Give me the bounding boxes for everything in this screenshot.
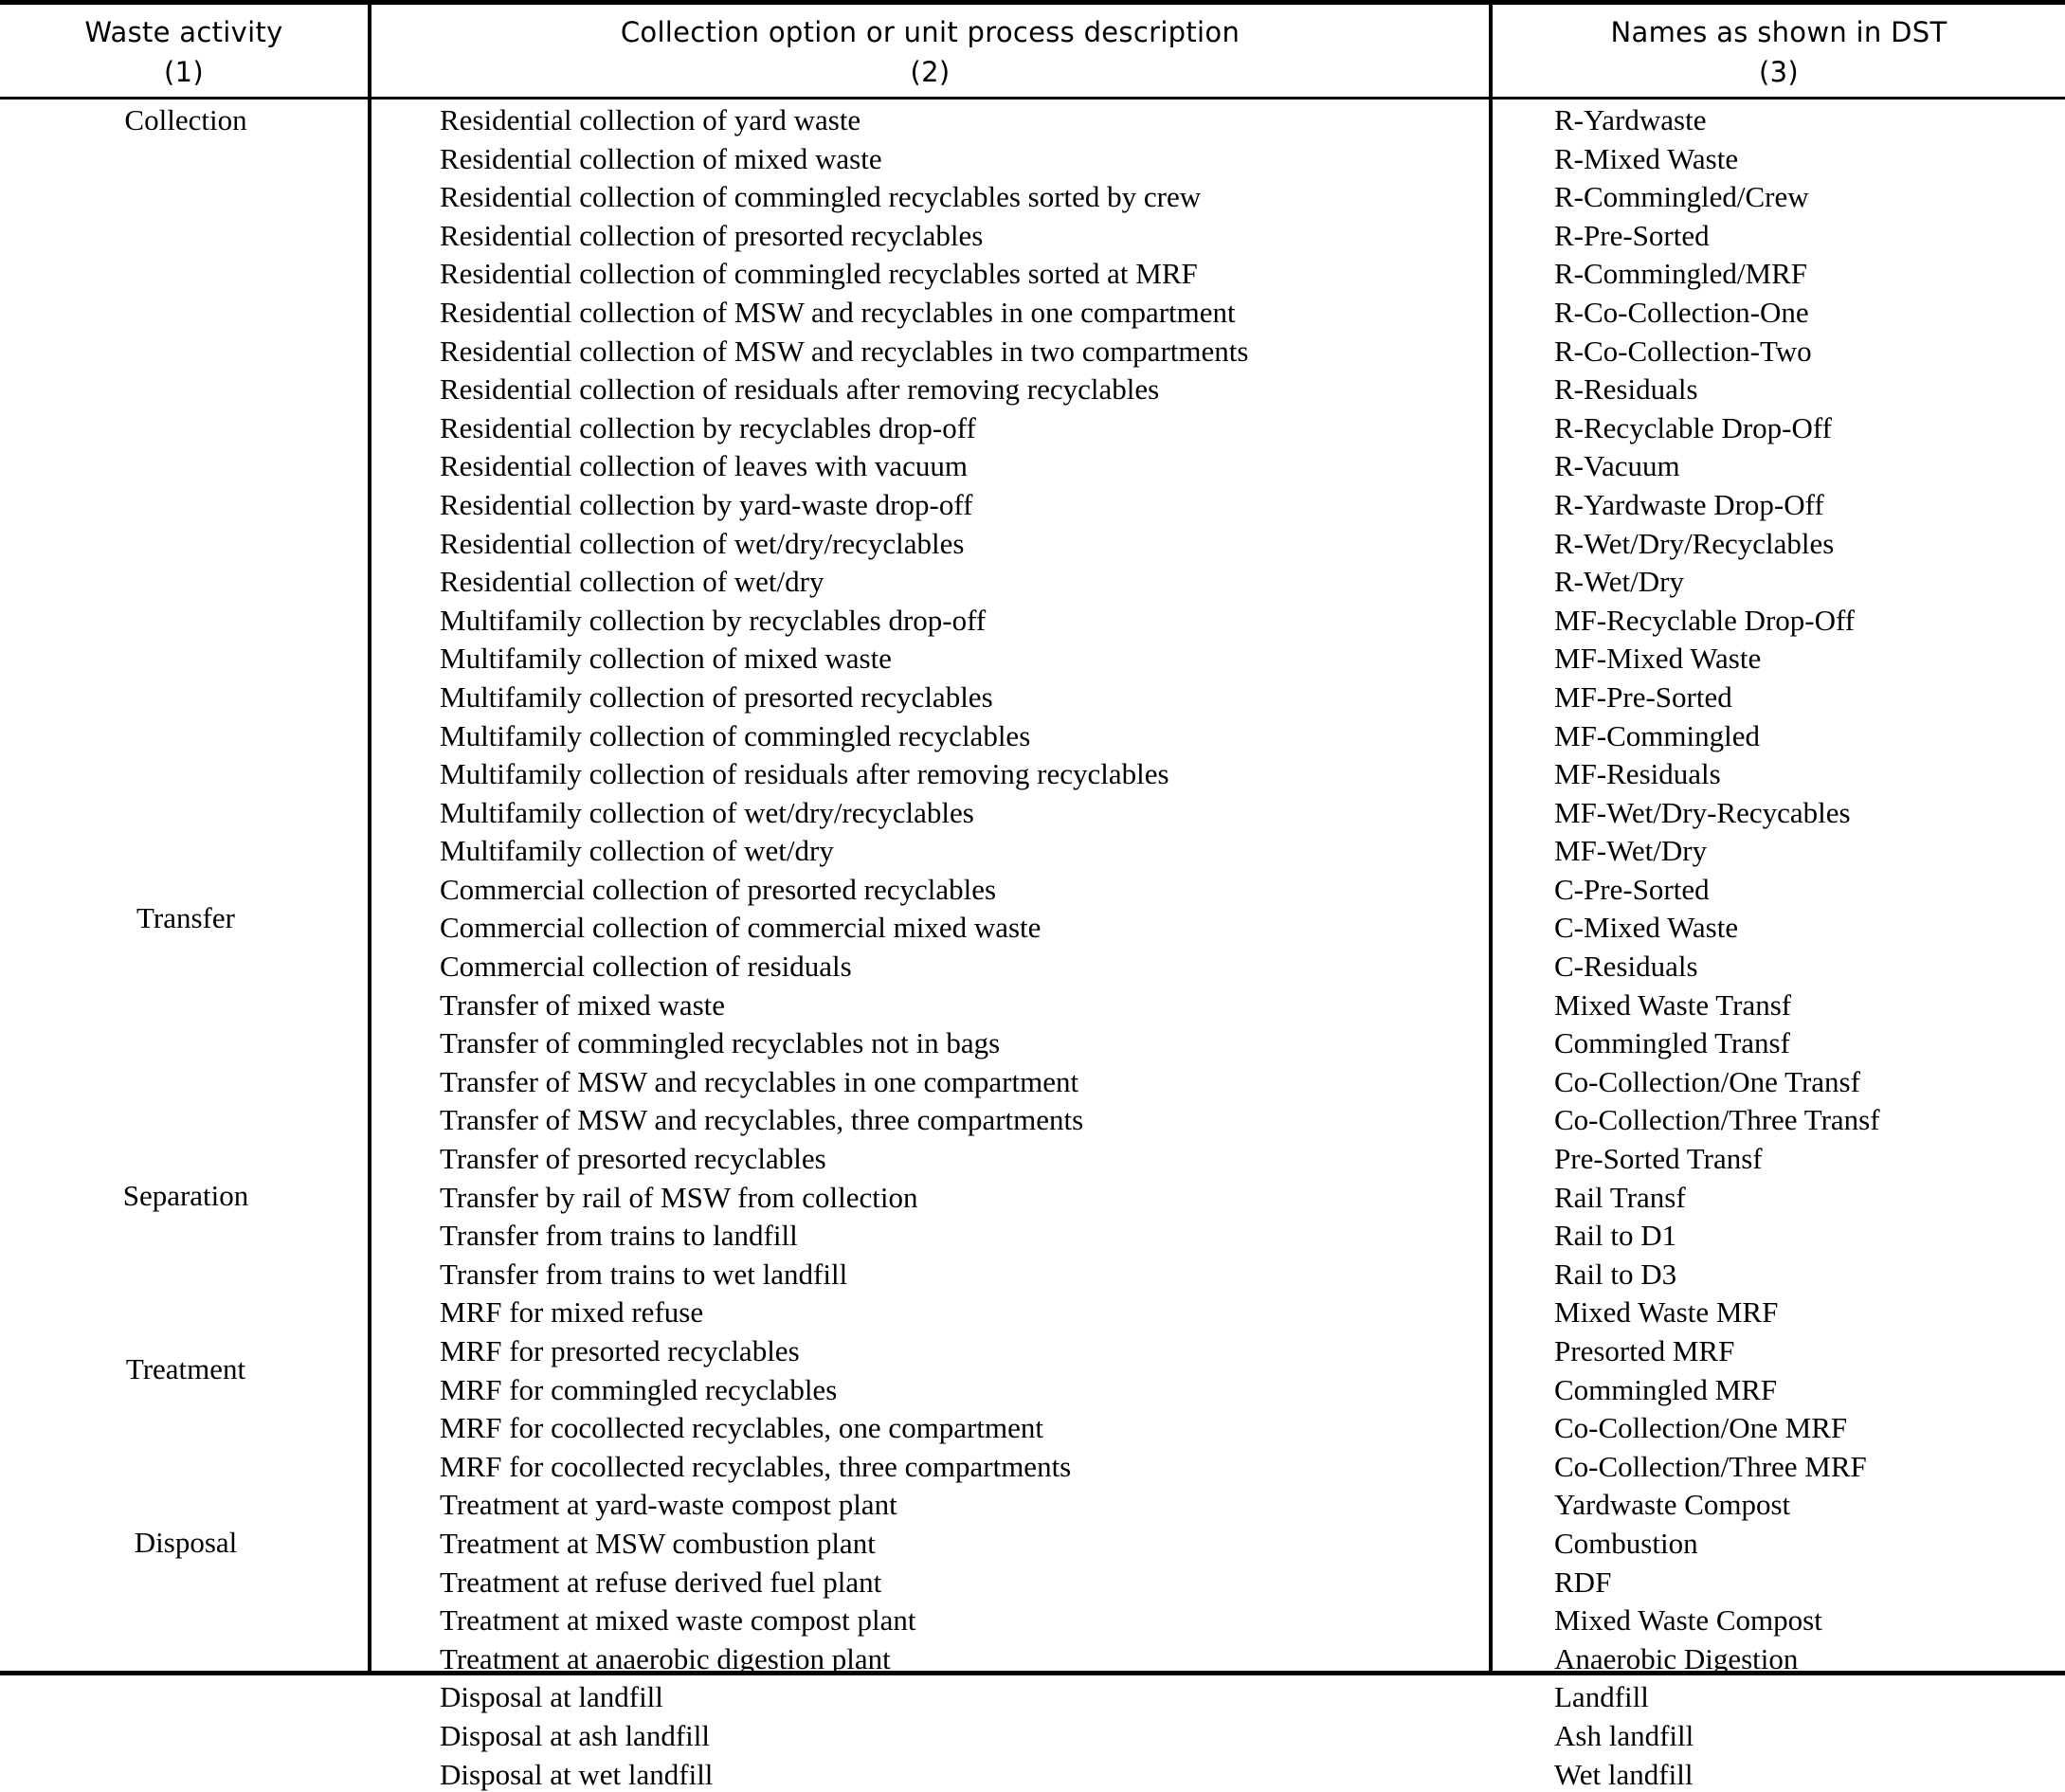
- table-row: Commercial collection of commercial mixed waste: [440, 911, 1042, 945]
- table-row: Residential collection by recyclables drop-off: [440, 410, 976, 444]
- table-row: R-Pre-Sorted: [1554, 218, 1710, 252]
- table-row: Multifamily collection of mixed waste: [440, 642, 892, 676]
- table-row: R-Commingled/Crew: [1554, 180, 1809, 214]
- table-row: Transfer from trains to landfill: [440, 1219, 798, 1253]
- column-dst-names: [1493, 100, 2065, 1791]
- table-row: R-Yardwaste Drop-Off: [1554, 487, 1824, 521]
- table-row: Mixed Waste Transf: [1554, 987, 1792, 1022]
- table-row: Landfill: [1554, 1680, 1649, 1714]
- table-row: Commercial collection of residuals: [440, 950, 852, 984]
- table-row: Multifamily collection of residuals after removing recyclables: [440, 757, 1169, 791]
- waste-activity-label: Separation: [122, 1178, 249, 1212]
- table-row: Residential collection by yard-waste drop-off: [440, 487, 973, 521]
- table-row: MF-Recyclable Drop-Off: [1554, 603, 1856, 637]
- column-waste-activity: [0, 100, 371, 1671]
- column-header-number: (1): [164, 56, 204, 88]
- table-row: MF-Commingled: [1554, 718, 1761, 752]
- table-row: Commingled Transf: [1554, 1026, 1790, 1060]
- table-row: Residential collection of yard waste: [440, 103, 861, 136]
- table-row: Residential collection of mixed waste: [440, 141, 882, 175]
- column-header-title: Collection option or unit process description: [620, 16, 1241, 48]
- table-row: Disposal at wet landfill: [440, 1757, 714, 1791]
- table-row: Rail Transf: [1554, 1180, 1686, 1214]
- table-row: Residential collection of residuals after removing recyclables: [440, 372, 1160, 407]
- table-row: MRF for commingled recyclables: [440, 1372, 838, 1406]
- table-row: Treatment at mixed waste compost plant: [440, 1603, 916, 1638]
- table-row: Residential collection of commingled recyclables sorted by crew: [440, 180, 1202, 214]
- table-row: Co-Collection/One MRF: [1554, 1411, 1848, 1445]
- table-row: R-Wet/Dry: [1554, 565, 1684, 599]
- waste-activity-label: Treatment: [125, 1351, 246, 1385]
- table-row: Residential collection of commingled recyclables sorted at MRF: [440, 257, 1198, 291]
- table-row: Disposal at ash landfill: [440, 1718, 710, 1752]
- table-row: Pre-Sorted Transf: [1554, 1142, 1763, 1176]
- column-header-title: Names as shown in DST: [1610, 16, 1947, 48]
- table-row: Multifamily collection of presorted recyclables: [440, 679, 993, 714]
- column-header-waste-activity: [0, 5, 371, 97]
- table-row: Multifamily collection of wet/dry: [440, 834, 834, 868]
- table-row: Residential collection of wet/dry: [440, 565, 824, 599]
- column-header-description: [371, 5, 1493, 97]
- table-row: MF-Wet/Dry: [1554, 834, 1708, 868]
- table-row: MF-Residuals: [1554, 757, 1721, 791]
- table-row: Residential collection of MSW and recyclables in one compartment: [440, 295, 1236, 329]
- table-row: MF-Pre-Sorted: [1554, 679, 1732, 714]
- table-row: Commingled MRF: [1554, 1372, 1778, 1406]
- table-row: Residential collection of leaves with vacuum: [440, 449, 968, 483]
- table-row: MF-Wet/Dry-Recycables: [1554, 795, 1851, 829]
- table-row: Mixed Waste Compost: [1554, 1603, 1822, 1638]
- table-row: MRF for cocollected recyclables, one compartment: [440, 1411, 1043, 1445]
- waste-activity-label: Disposal: [134, 1525, 238, 1559]
- table-header-row: [0, 5, 2065, 100]
- table-row: Residential collection of MSW and recyclables in two compartments: [440, 334, 1249, 368]
- table-row: Co-Collection/Three Transf: [1554, 1103, 1880, 1137]
- table-row: C-Residuals: [1554, 950, 1698, 984]
- table-row: Treatment at MSW combustion plant: [440, 1526, 876, 1560]
- table-row: Wet landfill: [1554, 1757, 1694, 1791]
- table-row: Transfer from trains to wet landfill: [440, 1257, 848, 1291]
- column-header-dst-names: [1493, 5, 2065, 97]
- table-row: Transfer of commingled recyclables not in bags: [440, 1026, 1001, 1060]
- table-row: MRF for presorted recyclables: [440, 1334, 800, 1367]
- table-row: Ash landfill: [1554, 1718, 1694, 1752]
- table-row: Transfer of presorted recyclables: [440, 1142, 826, 1176]
- column-header-number: (3): [1759, 56, 1799, 88]
- table-row: Multifamily collection of wet/dry/recyclables: [440, 795, 974, 829]
- table-row: Co-Collection/One Transf: [1554, 1064, 1860, 1098]
- table-row: MF-Mixed Waste: [1554, 642, 1762, 676]
- table-row: R-Residuals: [1554, 372, 1698, 407]
- table-row: Combustion: [1554, 1526, 1698, 1560]
- table-row: Treatment at yard-waste compost plant: [440, 1488, 897, 1522]
- table-row: Residential collection of presorted recyclables: [440, 218, 984, 252]
- table-row: R-Vacuum: [1554, 449, 1680, 483]
- table-row: Co-Collection/Three MRF: [1554, 1449, 1867, 1483]
- table-row: R-Commingled/MRF: [1554, 257, 1807, 291]
- table-body: [0, 100, 2065, 1791]
- column-description: [371, 100, 1493, 1791]
- table-row: R-Recyclable Drop-Off: [1554, 410, 1832, 444]
- waste-activity-label: Transfer: [136, 900, 235, 934]
- table-row: Multifamily collection by recyclables drop-off: [440, 603, 987, 637]
- table-row: C-Pre-Sorted: [1554, 872, 1710, 906]
- table-row: R-Co-Collection-Two: [1554, 334, 1812, 368]
- table-row: Disposal at landfill: [440, 1680, 663, 1714]
- table-row: Transfer of MSW and recyclables, three compartments: [440, 1103, 1084, 1137]
- table-row: Transfer of MSW and recyclables in one compartment: [440, 1064, 1079, 1098]
- column-header-number: (2): [910, 56, 951, 88]
- table-row: R-Yardwaste: [1554, 103, 1707, 136]
- table-row: R-Co-Collection-One: [1554, 295, 1809, 329]
- table-row: Transfer by rail of MSW from collection: [440, 1180, 918, 1214]
- table-row: Rail to D3: [1554, 1257, 1677, 1291]
- table-row: R-Wet/Dry/Recyclables: [1554, 526, 1835, 560]
- table-row: Commercial collection of presorted recyclables: [440, 872, 997, 906]
- table-row: R-Mixed Waste: [1554, 141, 1739, 175]
- table-row: Mixed Waste MRF: [1554, 1295, 1779, 1330]
- table-row: Transfer of mixed waste: [440, 987, 726, 1022]
- table-row: Treatment at refuse derived fuel plant: [440, 1565, 882, 1599]
- table-row: Residential collection of wet/dry/recyclables: [440, 526, 965, 560]
- table-row: C-Mixed Waste: [1554, 911, 1739, 945]
- table-row: Treatment at anaerobic digestion plant: [440, 1641, 891, 1675]
- table-row: Presorted MRF: [1554, 1334, 1735, 1367]
- table-row: RDF: [1554, 1565, 1612, 1599]
- table-row: Rail to D1: [1554, 1219, 1677, 1253]
- table-row: Anaerobic Digestion: [1554, 1641, 1799, 1675]
- waste-activity-label: Collection: [124, 103, 247, 136]
- table-row: MRF for mixed refuse: [440, 1295, 704, 1330]
- table-row: Multifamily collection of commingled recyclables: [440, 718, 1031, 752]
- column-header-title: Waste activity: [84, 16, 283, 48]
- table-row: Yardwaste Compost: [1554, 1488, 1791, 1522]
- table-row: MRF for cocollected recyclables, three compartments: [440, 1449, 1072, 1483]
